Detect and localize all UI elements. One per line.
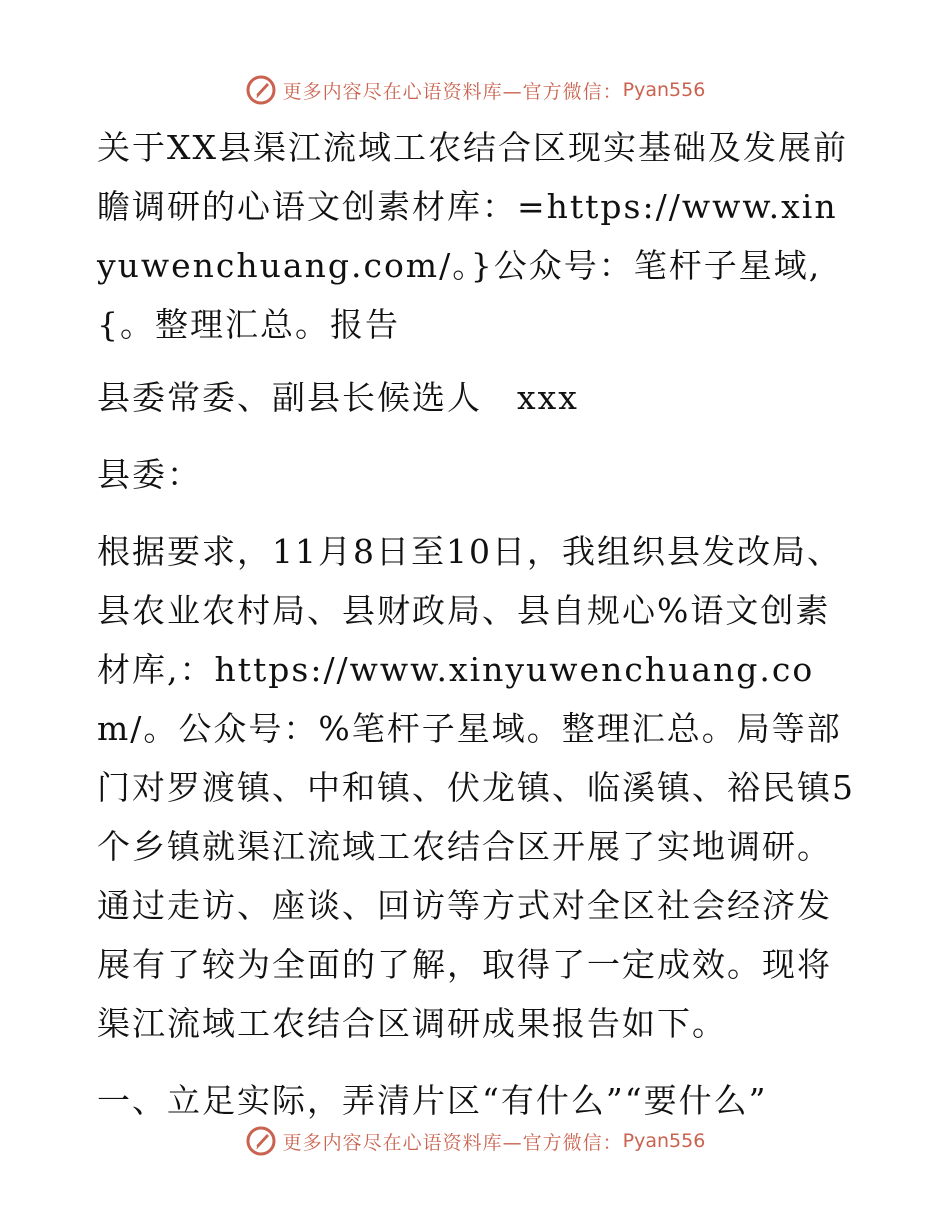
watermark-wechat-id: Pyan556 <box>622 1130 706 1152</box>
quill-pen-circle-icon <box>245 1125 277 1157</box>
document-title: 关于XX县渠江流域工农结合区现实基础及发展前瞻调研的心语文创素材库：=https://www.xinyuwenchuang.com/。}公众号：笔杆子星域,{。整理汇总。报告 <box>97 128 848 344</box>
quill-pen-circle-icon <box>245 74 277 106</box>
header-watermark <box>0 70 950 110</box>
watermark-text: 更多内容尽在心语资料库—官方微信： <box>282 1131 623 1154</box>
author-line: 县委常委、副县长候选人 xxx <box>97 378 579 417</box>
section-heading: 一、立足实际，弄清片区“有什么”“要什么” <box>97 1081 768 1120</box>
watermark-wechat-id: Pyan556 <box>622 79 706 101</box>
body-paragraph: 根据要求，11月8日至10日，我组织县发改局、县农业农村局、县财政局、县自规心%语文创素材库,：https://www.xinyuwenchuang.com/。公众号：%笔杆子星域。整理汇总。局等部门对罗渡镇、中和镇、伏龙镇、临溪镇、裕民镇5个乡镇就渠江流域工农结合区开展了实地调研。通过走访、座谈、回访等方式对全区社会经济发展有了较为全面的了解，取得了一定成效。现将渠江流域工农结合区调研成果报告如下。 <box>97 532 855 1043</box>
salutation: 县委： <box>97 455 202 494</box>
watermark-text: 更多内容尽在心语资料库—官方微信： <box>282 80 623 103</box>
footer-watermark <box>0 1121 950 1161</box>
document-body <box>97 118 857 1130</box>
